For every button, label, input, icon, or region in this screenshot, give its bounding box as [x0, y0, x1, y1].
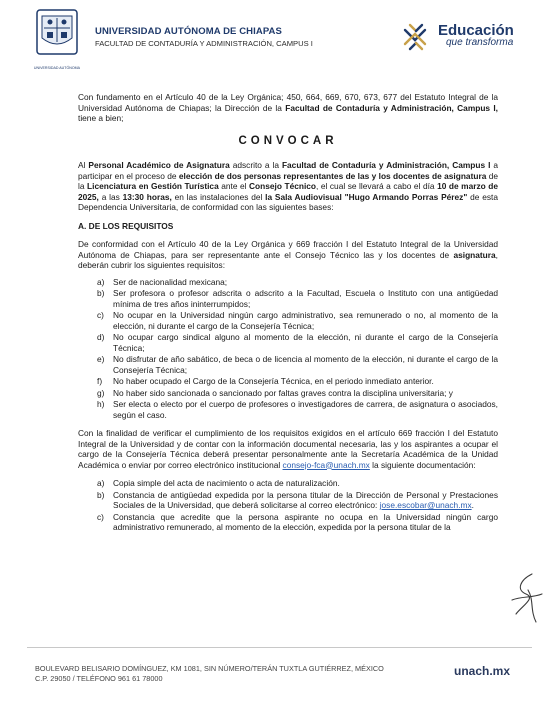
signature-icon: [502, 570, 547, 625]
requisitos_intro-run: , deberán cubrir los siguientes requisitos:: [78, 249, 498, 270]
list-marker: c): [97, 310, 104, 320]
list-text: Ser electa o electo por el cuerpo de profesores o investigadores de carrera, de asignatura o asociados, según el caso.: [113, 399, 498, 420]
faculty-name: FACULTAD DE CONTADURÍA Y ADMINISTRACIÓN, CAMPUS I: [95, 39, 313, 48]
convoca-run: Licenciatura en Gestión Turística: [87, 181, 219, 191]
documento-item: [78, 512, 498, 533]
intro-run: Con fundamento en el Artículo 40 de la Ley Orgánica; 450, 664, 669, 670, 673, 677 del Estatuto Integral de la Universidad Autónoma de Chiapas; la Dirección de la: [78, 92, 498, 113]
slogan-line1: Educación: [438, 22, 514, 39]
convoca-run: adscrito a la: [229, 160, 282, 170]
convocatoria-paragraph: [78, 160, 498, 213]
requisito-item: [78, 399, 498, 420]
address-line2: C.P. 29050 / TELÉFONO 961 61 78000: [35, 674, 163, 683]
convoca-run: Consejo Técnico: [249, 181, 317, 191]
convoca-run: 10 de marzo de 2025,: [78, 181, 498, 202]
documento-item: [78, 478, 498, 489]
convoca-run: 13:30 horas,: [122, 191, 172, 202]
list-text: Copia simple del acta de nacimiento o acta de naturalización.: [113, 478, 340, 488]
logo-caption: UNIVERSIDAD AUTÓNOMA: [33, 66, 81, 70]
convoca-run: a las: [98, 191, 123, 202]
requisitos-list: [78, 277, 498, 421]
convoca-run: ante el: [218, 181, 250, 191]
section-heading-requisitos: A. DE LOS REQUISITOS: [78, 220, 174, 231]
list-text: No ocupar cargo sindical alguno al momento de la elección, ni durante el cargo de la Consejería Técnica;: [113, 332, 498, 353]
convoca-run: la Sala Audiovisual "Hugo Armando Porras Pérez": [265, 191, 468, 202]
convoca-run: , el cual se llevará a cabo el día: [316, 181, 438, 191]
finalidad-paragraph: [78, 428, 498, 470]
list-text: No haber sido sancionada o sancionado por faltas graves contra la disciplina universitaria; y: [113, 387, 453, 398]
list-text: No ocupar en la Universidad ningún cargo administrativo, sea remunerado o no, al momento de la elección, ni durante el cargo de la Consejería Técnica;: [113, 310, 498, 331]
intro-paragraph: [78, 92, 498, 124]
requisito-item: [78, 376, 498, 387]
convoca-run: a participar en el proceso de: [78, 160, 499, 181]
list-marker: g): [97, 387, 105, 398]
list-text: Constancia de antigüedad expedida por la persona titular de la Dirección de Personal y Prestaciones Sociales de la Universidad, que deberá solicitarse al correo electrónico:: [113, 489, 498, 510]
intro-run: Facultad de Contaduría y Administración, Campus I,: [285, 102, 499, 113]
document-title: CONVOCAR: [238, 134, 338, 147]
institution-name: [95, 26, 313, 48]
footer-website[interactable]: unach.mx: [454, 664, 511, 678]
list-text: Constancia que acredite que la persona aspirante no ocupa en la Universidad ningún cargo administrativo remunerado, al momento de la elección, expedida por la persona titular de la: [113, 511, 498, 532]
requisito-item: [78, 354, 498, 375]
list-text: No disfrutar de año sabático, de beca o de licencia al momento de la elección, ni durante el cargo de la Consejería Técnica;: [113, 354, 498, 375]
footer-address: [35, 664, 384, 684]
requisito-item: [78, 332, 498, 353]
footer-divider: [27, 647, 532, 648]
convoca-run: Personal Académico de Asignatura: [88, 160, 230, 170]
list-marker: c): [97, 511, 104, 522]
convoca-run: de esta Dependencia Universitaria, de conformidad con las siguientes bases:: [78, 191, 498, 212]
convoca-run: elección de dos personas representantes de las y los docentes de asignatura: [178, 170, 487, 181]
convoca-run: Facultad de Contaduría y Administración, Campus I: [281, 160, 491, 170]
list-marker: a): [97, 276, 105, 287]
educacion-knot-icon: [401, 22, 431, 52]
requisitos-intro: [78, 239, 498, 271]
documento-item: b) Constancia de antigüedad expedida por la persona titular de la Dirección de Personal y Prestaciones Sociales de la Universidad, que deberá solicitarse al correo electrónico: jose.escobar@unach.mx.: [97, 489, 498, 510]
document-body: [78, 92, 498, 534]
list-marker: e): [97, 354, 105, 364]
list-marker: b): [97, 489, 105, 500]
list-marker: f): [97, 376, 103, 386]
slogan-line2: que transforma: [446, 37, 514, 48]
requisito-item: [78, 277, 498, 288]
convoca-run: Al: [78, 160, 89, 170]
list-marker: a): [97, 478, 105, 488]
finalidad-tail: la siguiente documentación:: [369, 459, 476, 470]
convoca-run: en las instalaciones del: [171, 191, 266, 202]
requisito-item: [78, 388, 498, 399]
list-text: Ser profesora o profesor adscrita o adscrito a la Facultad, Escuela o Instituto con una antigüedad mínima de tres años ininterrumpidos;: [113, 288, 498, 309]
letterhead: [0, 0, 559, 72]
requisitos_intro-run: De conformidad con el Artículo 40 de la Ley Orgánica y 669 fracción I del Estatuto Integral de la Universidad Autónoma de Chiapas, para ser representante ante el Consejo Técnico las y los docentes de: [78, 239, 498, 260]
consejo-email-link[interactable]: consejo-fca@unach.mx: [282, 459, 370, 470]
unach-shield-icon: [34, 8, 80, 66]
address-line1: BOULEVARD BELISARIO DOMÍNGUEZ, KM 1081, SIN NÚMERO/TERÁN TUXTLA GUTIÉRREZ, MÉXICO: [35, 664, 384, 673]
email-link[interactable]: jose.escobar@unach.mx: [379, 500, 472, 510]
requisitos_intro-run: asignatura: [453, 249, 496, 260]
documentos-list: [78, 478, 498, 533]
brand-slogan: [438, 23, 514, 48]
requisito-item: [78, 288, 498, 309]
university-name: UNIVERSIDAD AUTÓNOMA DE CHIAPAS: [95, 26, 282, 37]
finalidad-text: Con la finalidad de verificar el cumplimiento de los requisitos exigidos en el artículo 669 fracción I del Estatuto Integral de la Universidad y de contar con la información documental necesaria, las y los aspirantes a ocupar el cargo de la Consejería Técnica deberá presentar personalmente ante la Secretaría Académica de la Unidad Académica o enviar por correo electrónico institucional: [78, 428, 498, 470]
intro-run: tiene a bien;: [78, 113, 124, 123]
requisito-item: [78, 310, 498, 331]
list-text: Ser de nacionalidad mexicana;: [113, 276, 228, 287]
list-marker: d): [97, 332, 105, 342]
list-marker: b): [97, 288, 105, 298]
convoca-run: de la: [78, 170, 498, 191]
list-marker: h): [97, 399, 105, 409]
list-text: No haber ocupado el Cargo de la Consejería Técnica, en el periodo inmediato anterior.: [113, 376, 434, 386]
